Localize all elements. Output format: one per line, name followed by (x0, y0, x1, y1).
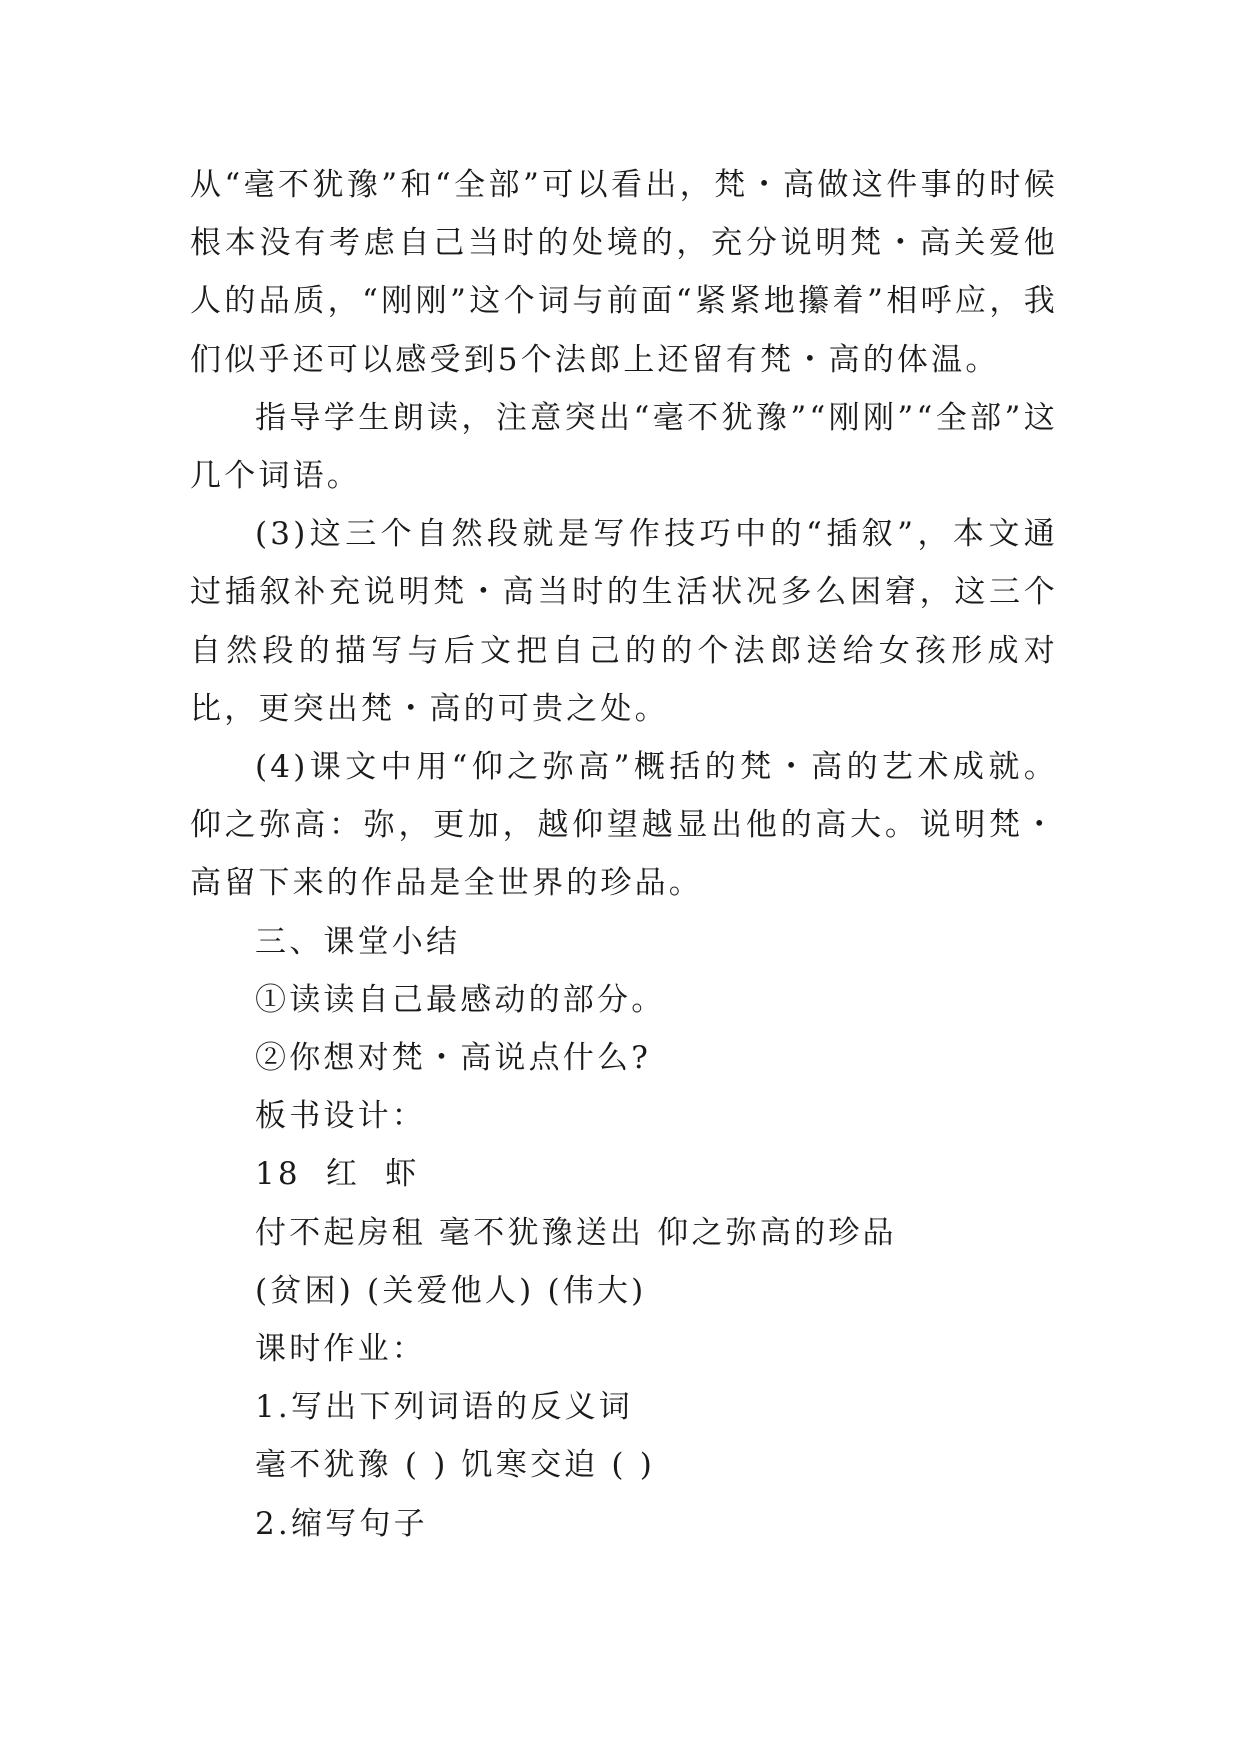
board-design-title: 18 红 虾 (255, 1156, 420, 1193)
board-design-keywords: 付不起房租 毫不犹豫送出 仰之弥高的珍品 (255, 1214, 897, 1251)
summary-item-2: ②你想对梵・高说点什么? (255, 1040, 652, 1077)
paragraph-analysis-wording: 从“毫不犹豫”和“全部”可以看出，梵・高做这件事的时候根本没有考虑自己当时的处境的，充分说明梵・高关爱他人的品质，“刚刚”这个词与前面“紧紧地攥着”相呼应，我们似乎还可以感受到5个法郎上还留有梵・高的体温。 (190, 167, 1058, 378)
paragraph-flashback-note: (3)这三个自然段就是写作技巧中的“插叙”，本文通过插叙补充说明梵・高当时的生活状况多么困窘，这三个自然段的描写与后文把自己的的个法郎送给女孩形成对比，更突出梵・高的可贵之处。 (190, 516, 1058, 727)
board-design-heading: 板书设计： (255, 1098, 426, 1135)
summary-item-1: ①读读自己最感动的部分。 (255, 981, 666, 1018)
paragraph-reading-guidance: 指导学生朗读，注意突出“毫不犹豫”“刚刚”“全部”这几个词语。 (190, 399, 1058, 495)
board-design-themes: (贫困) (关爱他人) (伟大) (255, 1272, 647, 1309)
homework-antonym-blanks: 毫不犹豫 ( ) 饥寒交迫 ( ) (255, 1447, 656, 1484)
homework-item-2: 2.缩写句子 (255, 1505, 428, 1542)
document-body (190, 156, 1058, 1553)
paragraph-artistic-achievement: (4)课文中用“仰之弥高”概括的梵・高的艺术成就。仰之弥高：弥，更加，越仰望越显出他的高大。说明梵・高留下来的作品是全世界的珍品。 (190, 749, 1058, 902)
section-heading-summary: 三、课堂小结 (255, 923, 461, 960)
homework-item-1: 1.写出下列词语的反义词 (255, 1389, 633, 1426)
homework-heading: 课时作业： (255, 1331, 426, 1368)
